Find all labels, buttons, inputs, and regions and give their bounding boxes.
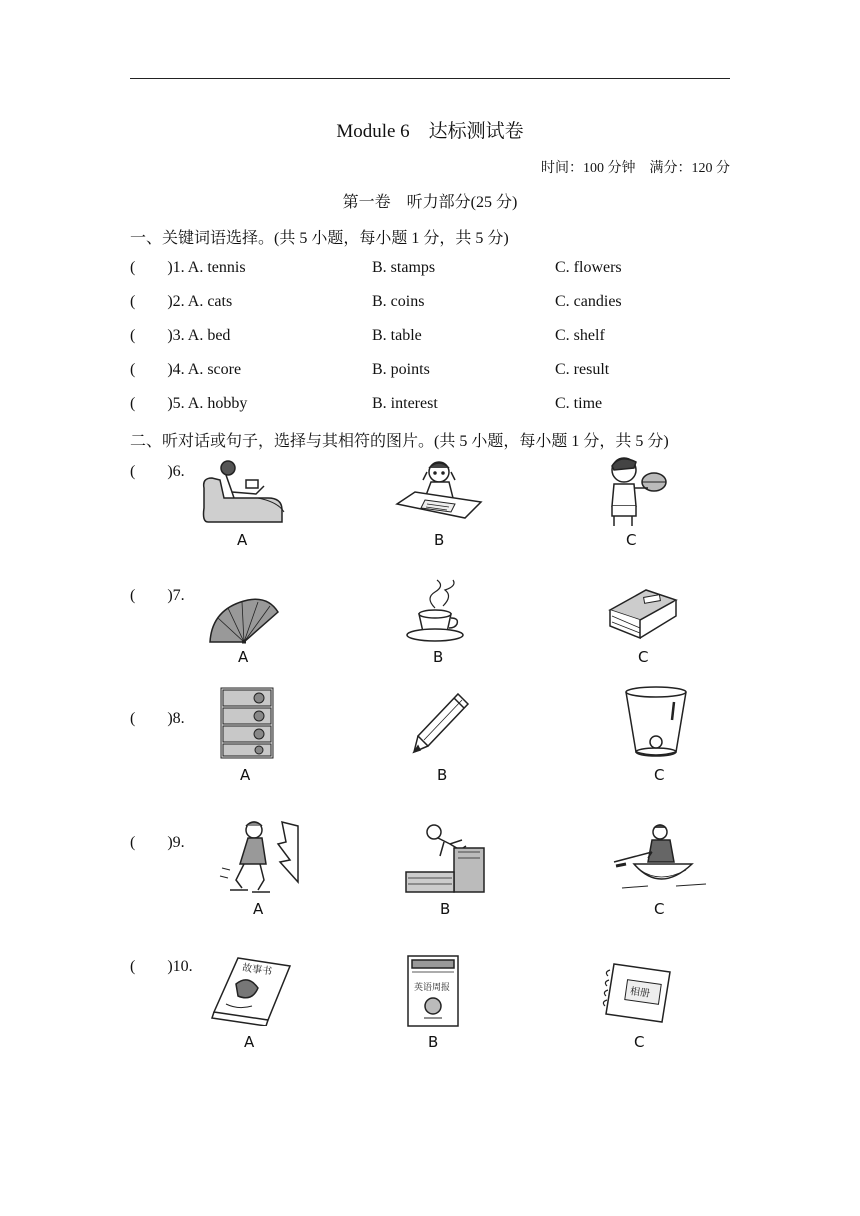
question-5-option-c: C. time (555, 395, 603, 412)
spiral-notebook-icon (600, 956, 678, 1026)
notebook-title: 相册 (629, 986, 651, 1000)
book-icon (606, 586, 678, 642)
question-9-label-a: A (253, 900, 264, 918)
glass-with-ball-icon (624, 686, 690, 760)
question-9: ( )9. (130, 834, 185, 851)
question-7-label-b: B (433, 648, 444, 666)
question-10-label-b: B (428, 1033, 439, 1051)
question-10-label-a: A (244, 1033, 255, 1051)
section1-heading: 一、关键词语选择。(共 5 小题，每小题 1 分，共 5 分) (130, 230, 509, 247)
question-8-label-b: B (437, 766, 448, 784)
question-6-label-c: C (626, 531, 637, 549)
question-2: ( )2. A. cats (130, 293, 233, 310)
header-rule (130, 78, 730, 79)
question-9-label-c: C (654, 900, 665, 918)
exam-meta: 时间：100 分钟 满分：120 分 (541, 161, 730, 176)
page-title: Module 6 达标测试卷 (336, 121, 524, 142)
storybook-icon (208, 954, 292, 1026)
boy-eating-hamburger-icon (600, 454, 672, 528)
question-7: ( )7. (130, 587, 185, 604)
english-newspaper-icon (406, 954, 460, 1028)
question-6: ( )6. (130, 463, 185, 480)
woman-reading-on-sofa-icon (198, 458, 288, 526)
question-2-option-b: B. coins (372, 293, 425, 310)
diver-icon (404, 822, 488, 896)
storybook-title: 故事书 (241, 962, 273, 978)
coffee-cup-icon (405, 578, 465, 644)
girl-writing-at-desk-icon (395, 458, 483, 524)
banknotes-icon (219, 686, 275, 760)
question-3-option-c: C. shelf (555, 327, 605, 344)
question-1-option-b: B. stamps (372, 259, 436, 276)
man-rowing-boat-icon (612, 822, 708, 894)
question-5: ( )5. A. hobby (130, 395, 248, 412)
question-4-option-c: C. result (555, 361, 610, 378)
question-1-option-c: C. flowers (555, 259, 622, 276)
question-2-option-c: C. candies (555, 293, 622, 310)
pencil-icon (412, 690, 472, 756)
question-7-label-c: C (638, 648, 649, 666)
question-4-option-b: B. points (372, 361, 430, 378)
question-8-label-c: C (654, 766, 665, 784)
question-10: ( )10. (130, 958, 193, 975)
question-6-label-a: A (237, 531, 248, 549)
question-6-label-b: B (434, 531, 445, 549)
question-9-label-b: B (440, 900, 451, 918)
question-3: ( )3. A. bed (130, 327, 231, 344)
question-7-label-a: A (238, 648, 249, 666)
question-4: ( )4. A. score (130, 361, 242, 378)
question-10-label-c: C (634, 1033, 645, 1051)
question-3-option-b: B. table (372, 327, 422, 344)
question-8: ( )8. (130, 710, 185, 727)
section2-heading: 二、听对话或句子，选择与其相符的图片。(共 5 小题，每小题 1 分，共 5 分) (130, 433, 669, 450)
question-8-label-a: A (240, 766, 251, 784)
skater-icon (216, 818, 304, 896)
question-1: ( )1. A. tennis (130, 259, 246, 276)
question-5-option-b: B. interest (372, 395, 438, 412)
part-heading: 第一卷 听力部分(25 分) (342, 194, 518, 211)
newspaper-title: 英语周报 (414, 983, 451, 993)
folding-fan-icon (208, 598, 280, 646)
